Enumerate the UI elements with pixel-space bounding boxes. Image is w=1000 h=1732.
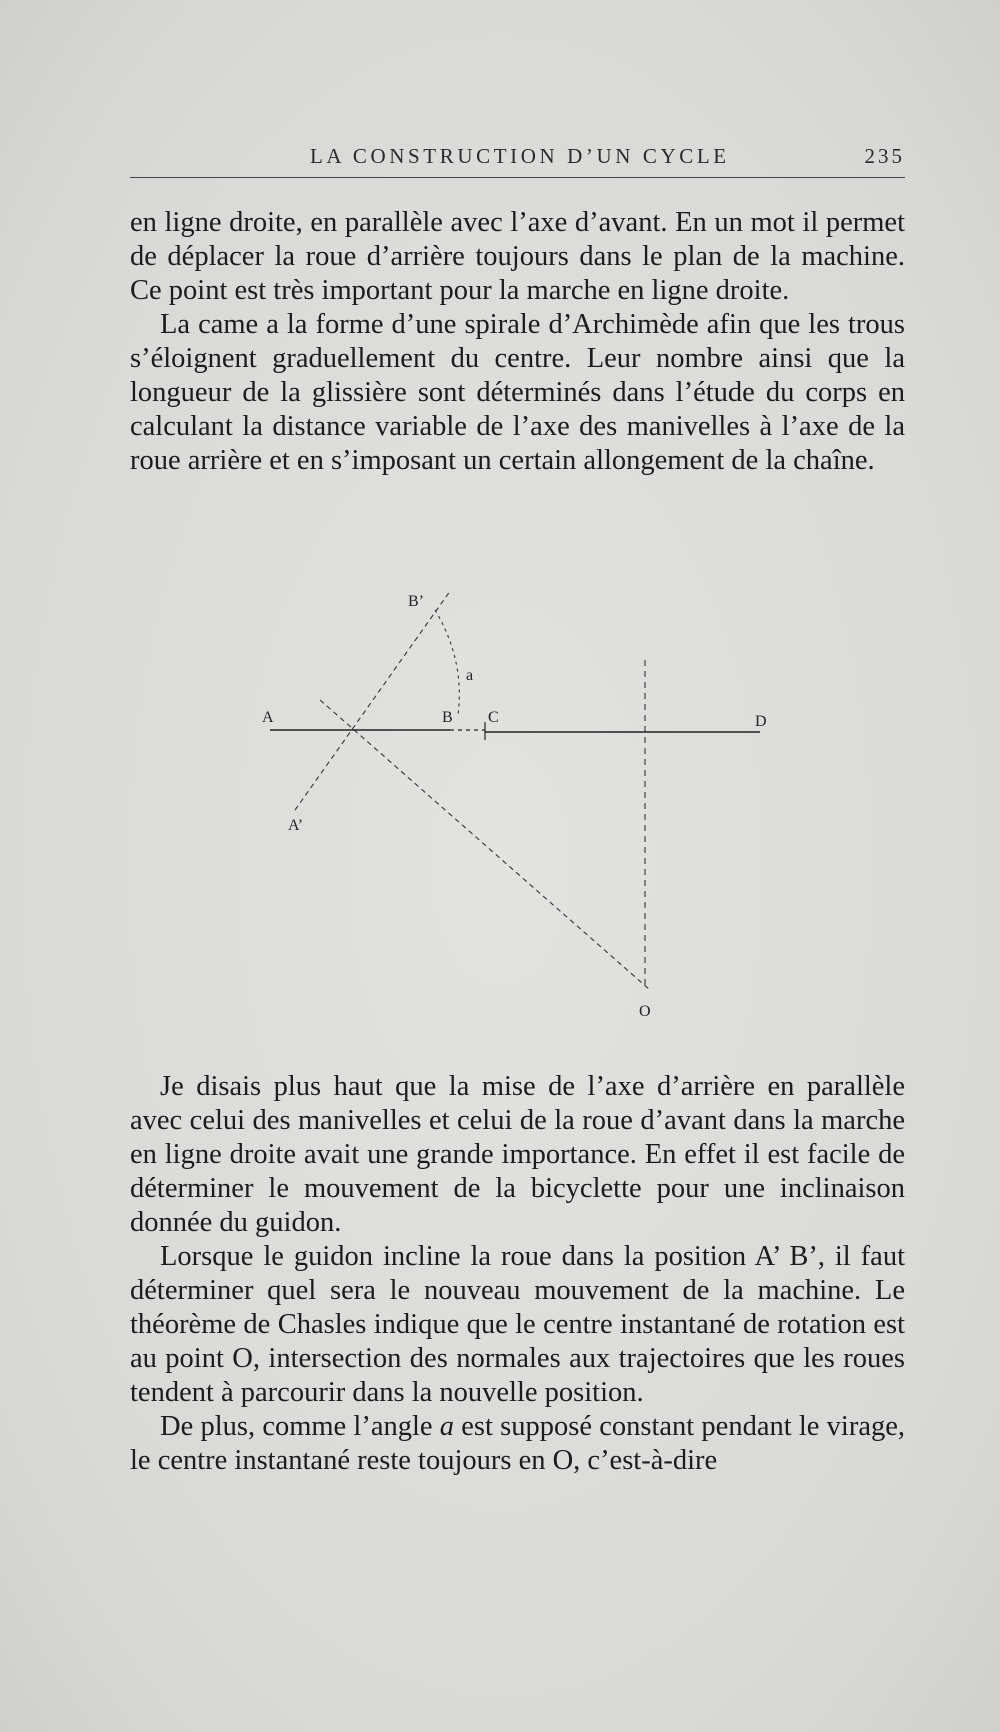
header-rule [130,177,905,178]
label-C: C [488,709,499,726]
label-O: O [639,1003,651,1020]
paragraph-chasles: Lorsque le guidon incline la roue dans la position A’ B’, il faut déterminer quel sera le nouveau mouvement de la machine. Le théorème de Chasles indique que le centre instantané de rotation est au point O, intersection des normales aux trajectoires que les roues tendent à parcourir dans la nouvelle position. [130,1241,905,1408]
label-B: B [442,709,453,726]
bottom-text-block [130,1070,905,1478]
label-A-prime: A’ [288,817,304,834]
normal-to-O-diagonal [320,700,650,990]
geometry-figure [180,590,800,1040]
label-a: a [466,667,474,684]
running-title: LA CONSTRUCTION D’UN CYCLE [310,144,730,168]
label-D: D [755,713,767,730]
top-text-block [130,206,905,478]
angle-text-after: est supposé constant pendant le virage, le centre instantané reste toujours en O, c’est-à-dire [130,1411,905,1476]
paragraph-continuation: en ligne droite, en parallèle avec l’axe d’avant. En un mot il permet de déplacer la roue d’arrière toujours dans le plan de la machine. Ce point est très important pour la marche en ligne droite. [130,207,905,306]
angle-variable: a [439,1411,455,1442]
paragraph-angle [130,1410,905,1478]
label-A: A [262,709,274,726]
label-B-prime: B’ [408,593,424,610]
angle-a-arc [435,610,459,715]
paragraph-came: La came a la forme d’une spirale d’Archimède afin que les trous s’éloignent graduellement du centre. Leur nombre ainsi que la longueur de la glissière sont déterminés dans l’étude du corps en calculant la distance variable de l’axe des manivelles à l’axe de la roue arrière et en s’imposant un certain allongement de la chaîne. [130,309,905,476]
paragraph-parallel: Je disais plus haut que la mise de l’axe d’arrière en parallèle avec celui des manivelles et celui de la roue d’avant dans la marche en ligne droite avait une grande importance. En effet il est facile de déterminer le mouvement de la bicyclette pour une inclinaison donnée du guidon. [130,1071,905,1238]
page-number: 235 [864,144,905,168]
angle-text-before: De plus, comme l’angle [160,1411,440,1442]
running-head [130,144,905,174]
